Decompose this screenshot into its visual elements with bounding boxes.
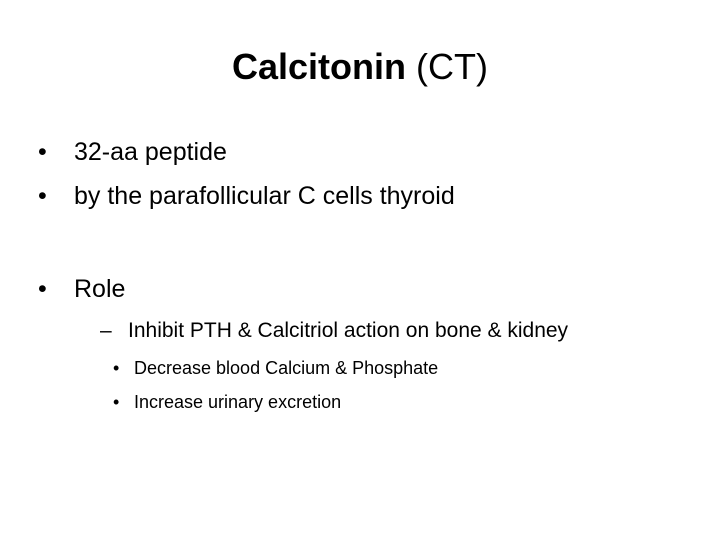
- sub-sub-bullet-item: [113, 390, 673, 414]
- sub-sub-bullet-item: [113, 356, 673, 380]
- sub-sub-bullet-text: Decrease blood Calcium & Phosphate: [134, 358, 439, 378]
- bullet-text: 32-aa peptide: [74, 138, 227, 166]
- bullet-marker: •: [38, 182, 47, 210]
- sub-sub-bullet-text: Increase urinary excretion: [134, 392, 342, 412]
- sub-bullet-item: [100, 317, 710, 345]
- bullet-item: [38, 136, 678, 168]
- bullet-text: by the parafollicular C cells thyroid: [74, 182, 455, 210]
- title-main: Calcitonin: [232, 46, 407, 87]
- bullet-item: [38, 180, 678, 212]
- bullet-text: Role: [74, 275, 126, 303]
- sub-bullet-text: Inhibit PTH & Calcitriol action on bone & kidney: [128, 319, 569, 342]
- title-suffix: (CT): [406, 46, 488, 87]
- bullet-marker: •: [38, 138, 47, 166]
- sub-sub-bullet-marker: •: [113, 358, 120, 378]
- bullet-item: [38, 273, 678, 305]
- bullet-marker: •: [38, 275, 47, 303]
- sub-bullet-marker: –: [100, 319, 112, 342]
- slide-title: [0, 44, 720, 90]
- sub-sub-bullet-marker: •: [113, 392, 120, 412]
